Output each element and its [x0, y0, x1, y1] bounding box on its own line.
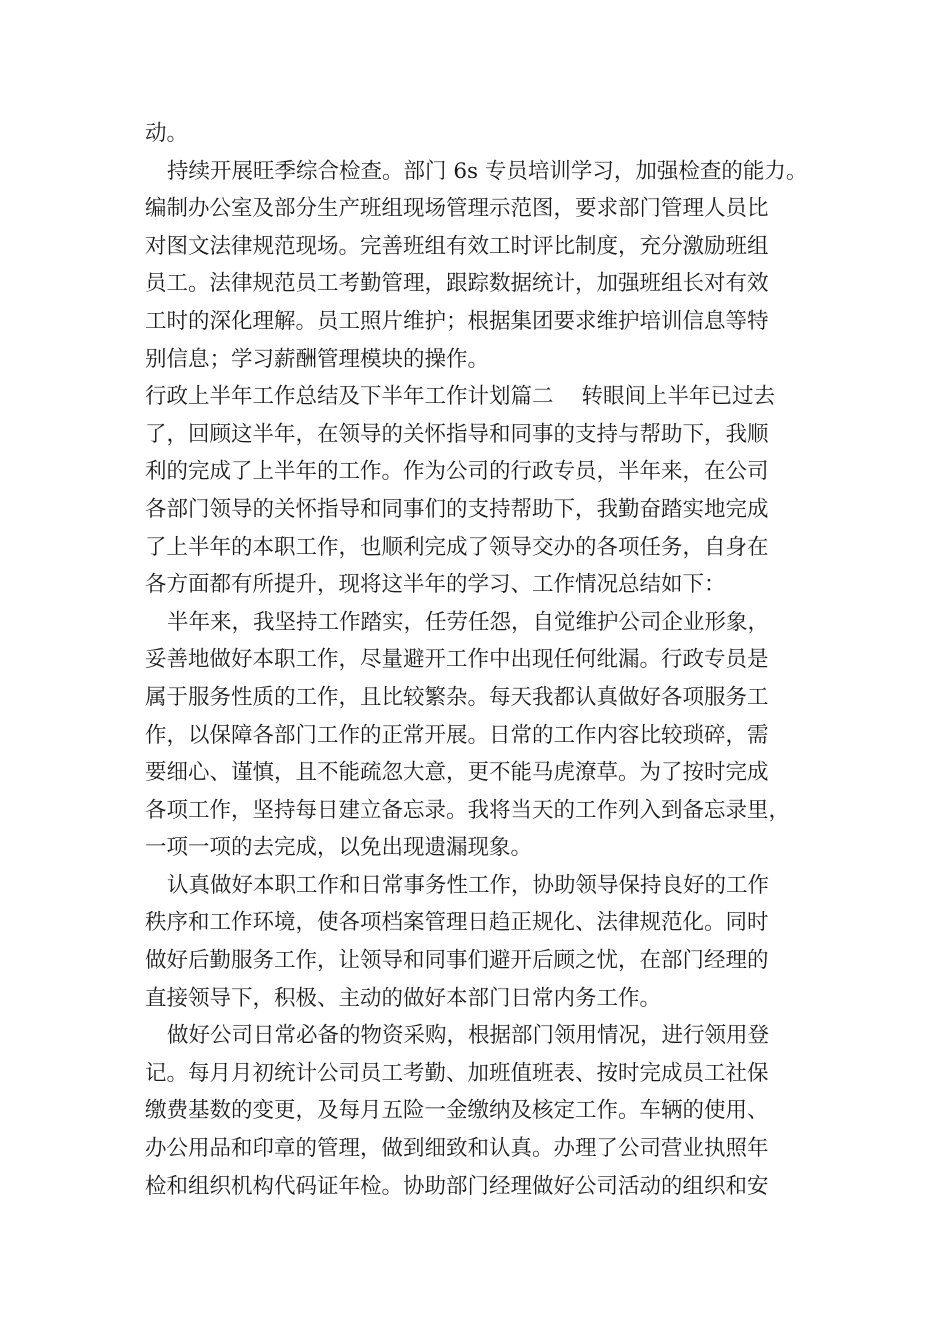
text-line: 认真做好本职工作和日常事务性工作，协助领导保持良好的工作: [167, 872, 770, 898]
text-line: 记。每月月初统计公司员工考勤、加班值班表、按时完成员工社保: [145, 1060, 769, 1086]
text-line: 各部门领导的关怀指导和同事们的支持帮助下，我勤奋踏实地完成: [145, 496, 769, 522]
text-line: 作，以保障各部门工作的正常开展。日常的工作内容比较琐碎，需: [145, 722, 769, 748]
text-line: 了上半年的本职工作，也顺利完成了领导交办的各项任务，自身在: [145, 534, 769, 560]
text-line: 对图文法律规范现场。完善班组有效工时评比制度，充分激励班组: [145, 233, 769, 259]
text-line: 持续开展旺季综合检查。部门 6s 专员培训学习，加强检查的能力。: [167, 158, 808, 184]
text-line: 要细心、谨慎，且不能疏忽大意，更不能马虎潦草。为了按时完成: [145, 760, 769, 786]
text-line: 做好公司日常必备的物资采购，根据部门领用情况，进行领用登: [167, 1023, 770, 1049]
text-line: 缴费基数的变更，及每月五险一金缴纳及核定工作。车辆的使用、: [145, 1098, 769, 1124]
text-line: 秩序和工作环境，使各项档案管理日趋正规化、法律规范化。同时: [145, 910, 769, 936]
text-line: 各方面都有所提升，现将这半年的学习、工作情况总结如下：: [145, 572, 726, 598]
text-line: 一项一项的去完成，以免出现遗漏现象。: [145, 835, 533, 861]
text-line: 各项工作，坚持每日建立备忘录。我将当天的工作列入到备忘录里，: [145, 797, 791, 823]
text-line: 检和组织机构代码证年检。协助部门经理做好公司活动的组织和安: [145, 1173, 769, 1199]
text-fragment: 转眼间上半年已过去: [581, 384, 776, 410]
text-line: 属于服务性质的工作，且比较繁杂。每天我都认真做好各项服务工: [145, 684, 769, 710]
text-line: 办公用品和印章的管理，做到细致和认真。办理了公司营业执照年: [145, 1136, 769, 1162]
section-heading: 行政上半年工作总结及下半年工作计划篇二: [145, 384, 554, 410]
text-line: 直接领导下，积极、主动的做好本部门日常内务工作。: [145, 985, 662, 1011]
text-line: 半年来，我坚持工作踏实，任劳任怨，自觉维护公司企业形象，: [167, 609, 770, 635]
text-line: 动。: [145, 121, 189, 146]
text-line: 工时的深化理解。员工照片维护；根据集团要求维护培训信息等特: [145, 308, 769, 334]
text-line: 做好后勤服务工作，让领导和同事们避开后顾之忧，在部门经理的: [145, 948, 769, 974]
text-line: 利的完成了上半年的工作。作为公司的行政专员，半年来，在公司: [145, 459, 769, 485]
text-line: 编制办公室及部分生产班组现场管理示范图，要求部门管理人员比: [145, 196, 769, 222]
document-body: [145, 115, 835, 1205]
text-line: 妥善地做好本职工作，尽量避开工作中出现任何纰漏。行政专员是: [145, 647, 769, 673]
text-line: 别信息；学习薪酬管理模块的操作。: [145, 346, 490, 372]
section-heading-line: [145, 378, 835, 416]
text-line: 了，回顾这半年，在领导的关怀指导和同事的支持与帮助下，我顺: [145, 421, 769, 447]
text-line: 员工。法律规范员工考勤管理，跟踪数据统计，加强班组长对有效: [145, 271, 769, 297]
